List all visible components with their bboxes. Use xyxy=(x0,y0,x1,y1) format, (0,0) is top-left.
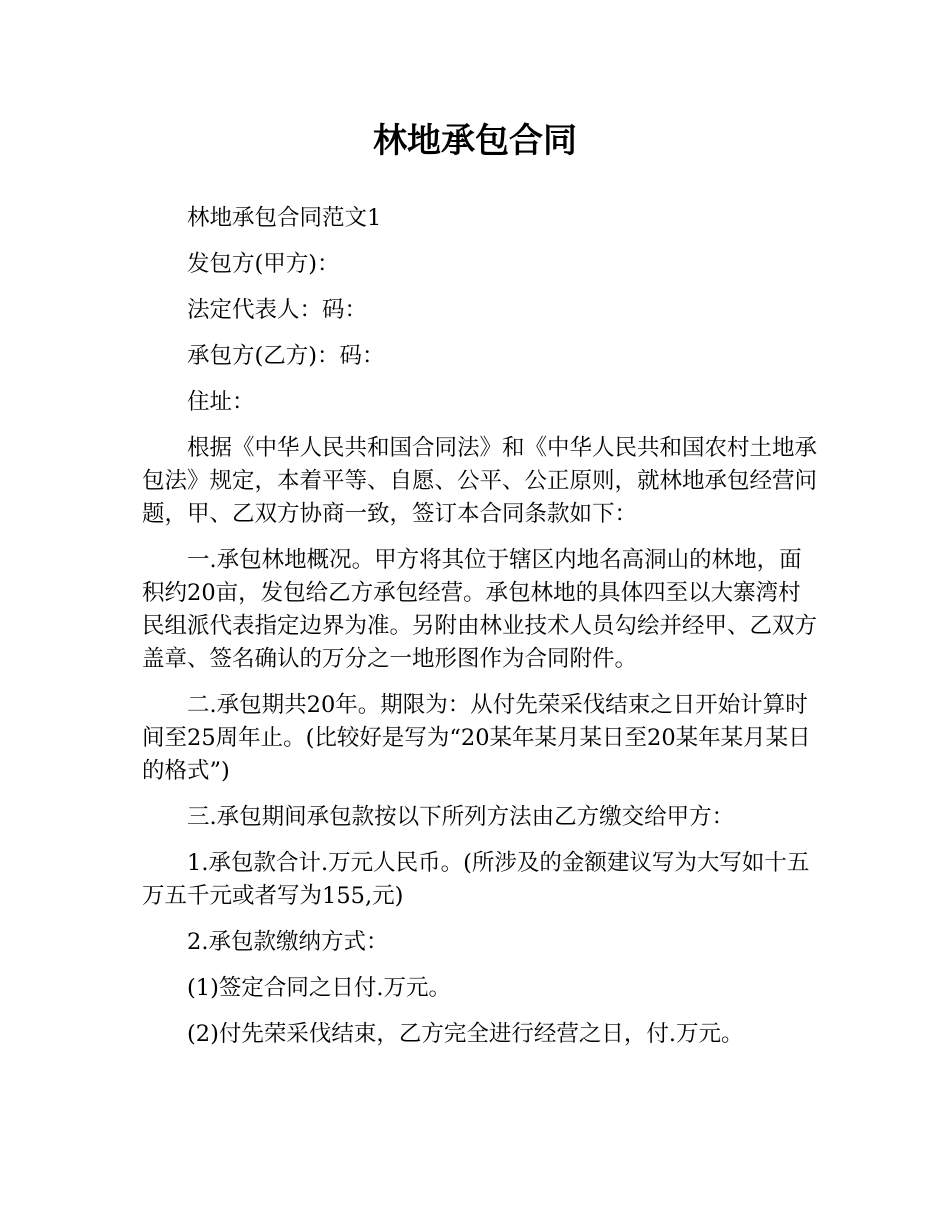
paragraph-clause-2-term: 二.承包期共20年。期限为：从付先荣采伐结束之日开始计算时间至25周年止。(比较好是写为“20某年某月某日至20某年某月某日的格式”) xyxy=(142,692,811,784)
paragraph-payment-total: 1.承包款合计.万元人民币。(所涉及的金额建议写为大写如十五万五千元或者写为155,元) xyxy=(142,850,810,909)
paragraph-payment-method: 2.承包款缴纳方式： xyxy=(187,929,389,955)
paragraph-clause-1-forest-overview: 一.承包林地概况。甲方将其位于辖区内地名高洞山的林地，面积约20亩，发包给乙方承包经营。承包林地的具体四至以大寨湾村民组派代表指定边界为准。另附由林业技术人员勾绘并经甲、乙双方盖章、签名确认的万分之一地形图作为合同附件。 xyxy=(142,547,818,672)
paragraph-legal-basis: 根据《中华人民共和国合同法》和《中华人民共和国农村土地承包法》规定，本着平等、自愿、公平、公正原则，就林地承包经营问题，甲、乙双方协商一致，签订本合同条款如下： xyxy=(142,435,818,527)
paragraph-party-b: 承包方(乙方)：码： xyxy=(187,343,385,369)
paragraph-contract-sample-heading: 林地承包合同范文1 xyxy=(187,205,382,231)
paragraph-payment-installment-2: (2)付先荣采伐结束，乙方完全进行经营之日，付.万元。 xyxy=(187,1021,744,1047)
paragraph-payment-installment-1: (1)签定合同之日付.万元。 xyxy=(187,975,452,1001)
paragraph-address: 住址： xyxy=(187,389,255,415)
paragraph-clause-3-payment: 三.承包期间承包款按以下所列方法由乙方缴交给甲方： xyxy=(187,804,735,830)
paragraph-party-a: 发包方(甲方)： xyxy=(187,251,340,277)
document-title: 林地承包合同 xyxy=(373,121,577,161)
paragraph-legal-representative: 法定代表人：码： xyxy=(187,297,368,323)
document-body xyxy=(142,202,818,1064)
